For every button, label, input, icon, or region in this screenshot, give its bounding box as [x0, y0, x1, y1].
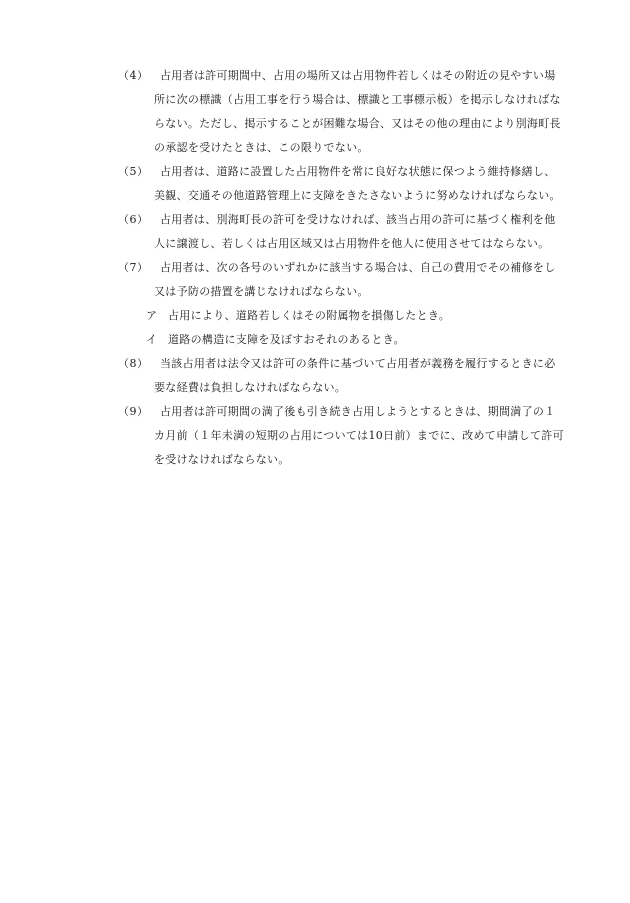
clause-text-line: 占用者は許可期間の満了後も引き続き占用しようとするときは、期間満了の１ — [160, 405, 556, 418]
clause-text-line: 又は予防の措置を講じなければならない。 — [154, 285, 369, 298]
clause-number: （7） — [118, 261, 149, 274]
sub-item-text: 道路の構造に支障を及ぼすおそれのあるとき。 — [168, 333, 405, 346]
clause-8 — [118, 352, 578, 400]
clause-text-line: 所に次の標識（占用工事を行う場合は、標識と工事標示板）を掲示しなければな — [154, 93, 561, 106]
sub-item-a — [118, 304, 578, 328]
clause-list — [118, 64, 578, 472]
clause-text-line: 占用者は許可期間中、占用の場所又は占用物件若しくはその附近の見やすい場 — [160, 69, 556, 82]
clause-number: （6） — [118, 213, 149, 226]
clause-text-line: カ月前（１年未満の短期の占用については10日前）までに、改めて申請して許可 — [154, 429, 564, 442]
clause-text-line: 人に譲渡し、若しくは占用区域又は占用物件を他人に使用させてはならない。 — [154, 237, 550, 250]
clause-number: （8） — [118, 357, 149, 370]
clause-text-line: を受けなければならない。 — [154, 453, 290, 466]
clause-body — [154, 256, 578, 304]
clause-text-line: の承認を受けたときは、この限りでない。 — [154, 141, 369, 154]
clause-text-line: 占用者は、次の各号のいずれかに該当する場合は、自己の費用でその補修をし — [160, 261, 556, 274]
clause-text-line: らない。ただし、掲示することが困難な場合、又はその他の理由により別海町長 — [154, 117, 561, 130]
sub-item-marker: ア — [146, 309, 157, 322]
clause-6 — [118, 208, 578, 256]
clause-text-line: 要な経費は負担しなければならない。 — [154, 381, 347, 394]
clause-body — [154, 160, 578, 208]
clause-body — [154, 400, 578, 472]
clause-body — [154, 208, 578, 256]
clause-text-line: 占用者は、道路に設置した占用物件を常に良好な状態に保つよう維持修繕し、 — [160, 165, 556, 178]
clause-number: （5） — [118, 165, 149, 178]
clause-body — [154, 64, 578, 160]
clause-number: （9） — [118, 405, 149, 418]
clause-7 — [118, 256, 578, 304]
clause-number: （4） — [118, 69, 149, 82]
sub-item-i — [118, 328, 578, 352]
sub-item-marker: イ — [146, 333, 157, 346]
clause-text-line: 当該占用者は法令又は許可の条件に基づいて占用者が義務を履行するときに必 — [160, 357, 556, 370]
clause-text-line: 美観、交通その他道路管理上に支障をきたさないように努めなければならない。 — [154, 189, 561, 202]
clause-body — [154, 352, 578, 400]
sub-item-text: 占用により、道路若しくはその附属物を損傷したとき。 — [168, 309, 451, 322]
clause-text-line: 占用者は、別海町長の許可を受けなければ、該当占用の許可に基づく権利を他 — [160, 213, 556, 226]
clause-9 — [118, 400, 578, 472]
clause-4 — [118, 64, 578, 160]
clause-5 — [118, 160, 578, 208]
